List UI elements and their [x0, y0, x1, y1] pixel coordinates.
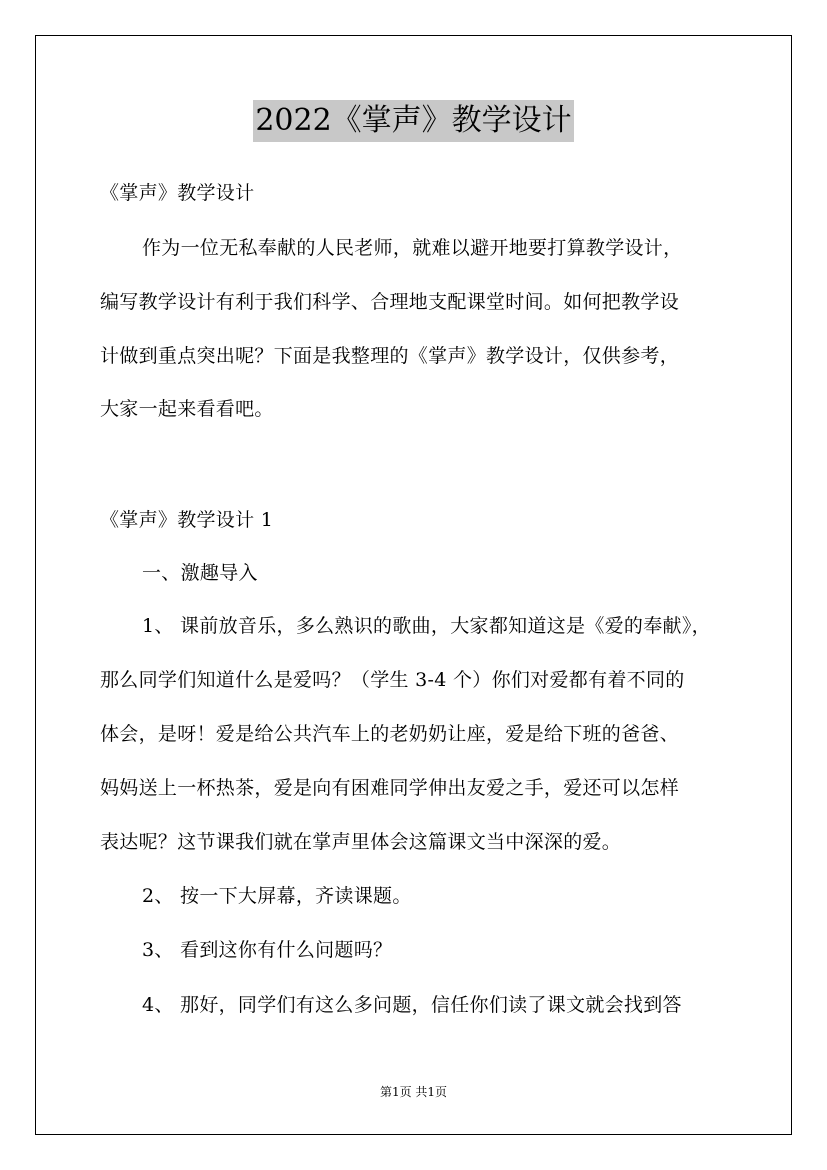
intro-line-1: 作为一位无私奉献的人民老师，就难以避开地要打算教学设计，: [142, 237, 683, 259]
body-line-2: 那么同学们知道什么是爱吗？（学生 3-4 个）你们对爱都有着不同的: [100, 669, 685, 691]
intro-line-2: 编写教学设计有利于我们科学、合理地支配课堂时间。如何把教学设: [100, 291, 680, 313]
body-line-6: 2、 按一下大屏幕，齐读课题。: [142, 885, 412, 907]
body-line-5: 表达呢？这节课我们就在掌声里体会这篇课文当中深深的爱。: [100, 831, 622, 853]
body-line-1: 1、 课前放音乐，多么熟识的歌曲，大家都知道这是《爱的奉献》，: [142, 615, 711, 637]
intro-line-4: 大家一起来看看吧。: [100, 398, 274, 420]
intro-line-3: 计做到重点突出呢？下面是我整理的《掌声》教学设计，仅供参考，: [100, 345, 680, 367]
document-title: 2022《掌声》教学设计: [253, 100, 573, 142]
body-line-7: 3、 看到这你有什么问题吗？: [142, 939, 393, 961]
page-footer: 第1页 共1页: [379, 1085, 448, 1099]
body-line-3: 体会，是呀！爱是给公共汽车上的老奶奶让座，爱是给下班的爸爸、: [100, 723, 680, 745]
part-heading: 一、激趣导入: [142, 562, 258, 584]
section-heading: 《掌声》教学设计 1: [100, 509, 274, 531]
body-line-8: 4、 那好，同学们有这么多问题，信任你们读了课文就会找到答: [142, 994, 682, 1016]
body-line-4: 妈妈送上一杯热茶，爱是向有困难同学伸出友爱之手，爱还可以怎样: [100, 777, 680, 799]
document-subtitle: 《掌声》教学设计: [100, 182, 255, 204]
title-container: [0, 100, 827, 142]
